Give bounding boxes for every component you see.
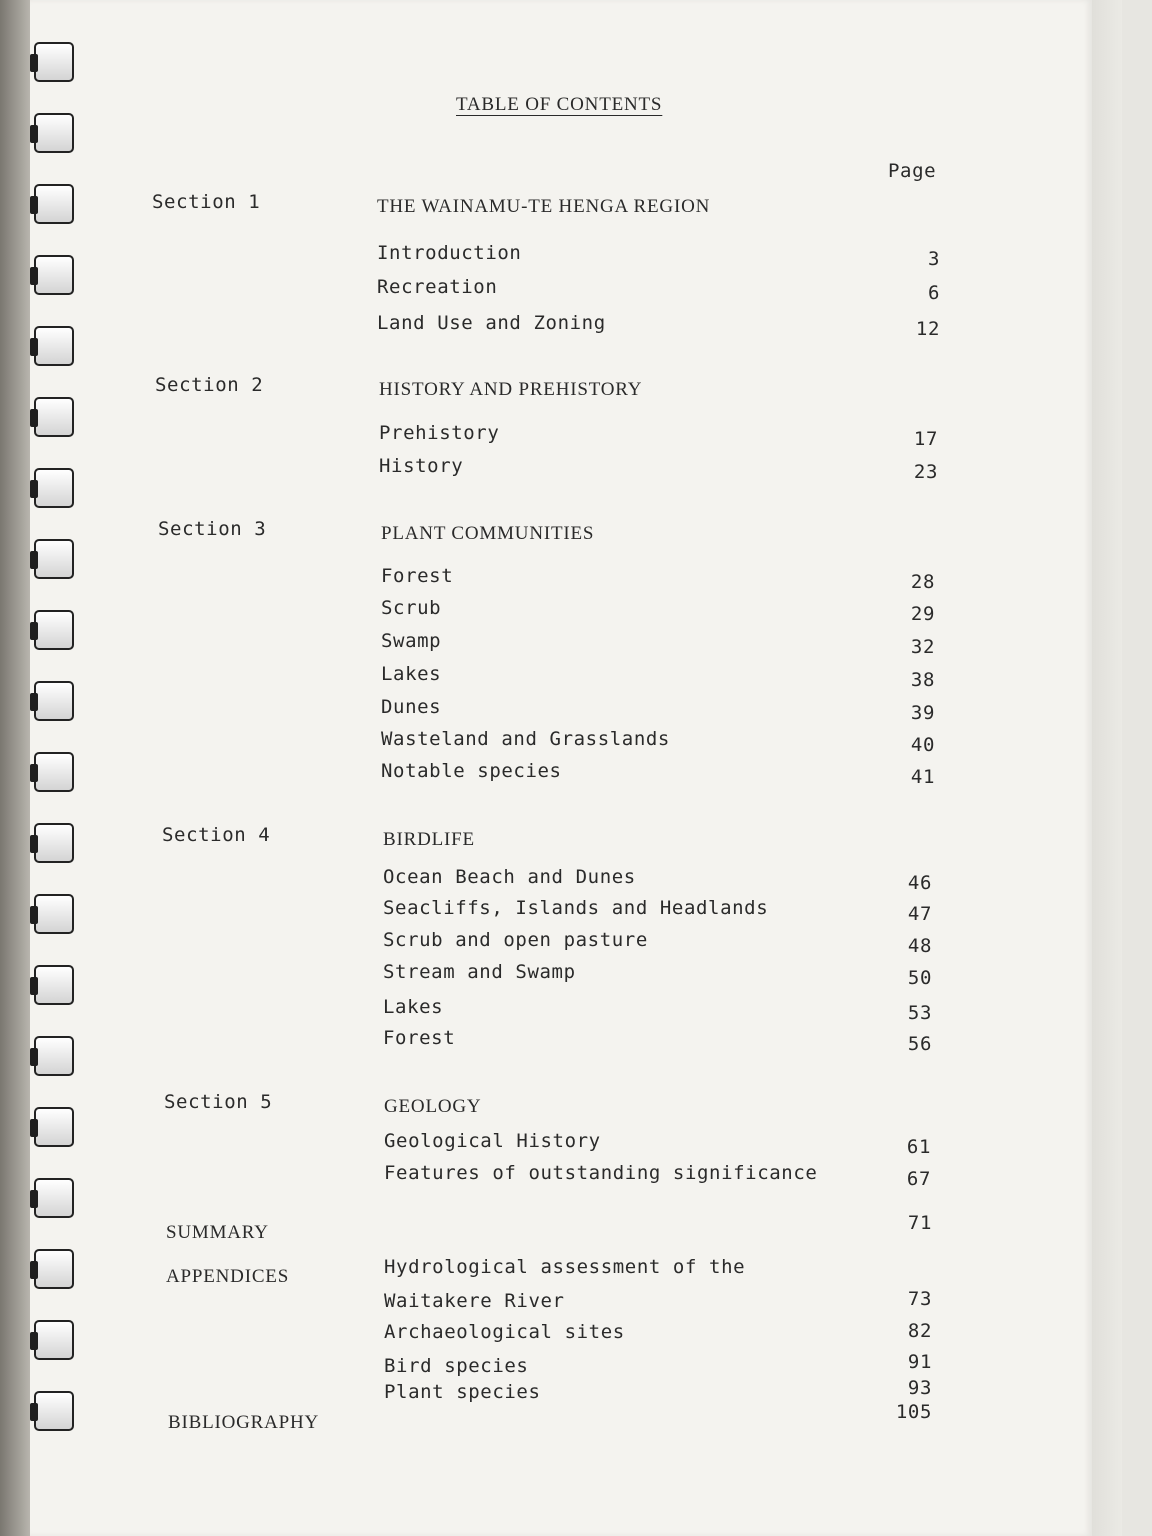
toc-entry-title: Scrub (381, 597, 442, 619)
binding-spine (0, 0, 30, 1536)
toc-entry-title: Lakes (383, 996, 444, 1018)
toc-entry-title: Swamp (381, 630, 442, 652)
binding-coil (34, 1249, 74, 1289)
binding-coil (34, 1178, 74, 1218)
toc-entry-title: Recreation (377, 276, 498, 298)
toc-entry-title: Land Use and Zoning (377, 312, 606, 334)
toc-entry-title: Prehistory (379, 422, 500, 444)
section-heading: THE WAINAMU-TE HENGA REGION (377, 196, 711, 217)
appendix-entry-title: Plant species (384, 1381, 541, 1403)
section-label: Section 1 (152, 191, 261, 213)
appendices-label: APPENDICES (166, 1266, 290, 1287)
toc-entry-title: Notable species (381, 760, 562, 782)
summary-label: SUMMARY (166, 1222, 269, 1243)
toc-entry-title: Wasteland and Grasslands (381, 728, 670, 750)
appendix-entry-title: Waitakere River (384, 1290, 565, 1312)
binding-coil (34, 752, 74, 792)
toc-entry-title: Introduction (377, 242, 522, 264)
toc-entry-page: 17 (913, 428, 938, 450)
toc-entry-page: 50 (907, 967, 932, 989)
toc-entry-page: 29 (910, 603, 935, 625)
section-heading: PLANT COMMUNITIES (381, 523, 595, 544)
toc-entry-title: Seacliffs, Islands and Headlands (383, 897, 769, 919)
page-title: TABLE OF CONTENTS (456, 94, 663, 115)
toc-entry-page: 67 (906, 1168, 931, 1190)
binding-coil (34, 184, 74, 224)
binding-coil (34, 42, 74, 82)
toc-entry-title: Stream and Swamp (383, 961, 576, 983)
bibliography-label: BIBLIOGRAPHY (168, 1412, 320, 1433)
toc-entry-page: 38 (910, 669, 935, 691)
binding-coil (34, 397, 74, 437)
toc-entry-page: 48 (907, 935, 932, 957)
binding-coil (34, 255, 74, 295)
toc-entry-page: 28 (910, 571, 935, 593)
bibliography-page: 105 (895, 1401, 932, 1423)
appendix-entry-page: 91 (907, 1351, 932, 1373)
toc-entry-title: Lakes (381, 663, 442, 685)
page-edge (1092, 0, 1122, 1536)
section-label: Section 4 (162, 824, 271, 846)
appendix-entry-page: 82 (907, 1320, 932, 1342)
binding-coil (34, 1391, 74, 1431)
binding-coil (34, 1107, 74, 1147)
toc-entry-page: 6 (927, 282, 940, 304)
appendix-entry-page: 73 (907, 1288, 932, 1310)
summary-page: 71 (907, 1212, 932, 1234)
binding-coil (34, 468, 74, 508)
appendix-entry-title: Archaeological sites (384, 1321, 625, 1343)
toc-entry-title: Scrub and open pasture (383, 929, 648, 951)
toc-entry-page: 47 (907, 903, 932, 925)
section-heading: BIRDLIFE (383, 829, 475, 850)
appendix-entry-page: 93 (907, 1377, 932, 1399)
toc-entry-title: History (379, 455, 464, 477)
toc-entry-title: Ocean Beach and Dunes (383, 866, 636, 888)
binding-coil (34, 326, 74, 366)
binding-coil (34, 894, 74, 934)
section-label: Section 2 (155, 374, 264, 396)
appendix-entry-title: Bird species (384, 1355, 529, 1377)
toc-entry-page: 39 (910, 702, 935, 724)
toc-entry-page: 3 (927, 248, 940, 270)
toc-entry-page: 23 (913, 461, 938, 483)
section-label: Section 5 (164, 1091, 273, 1113)
toc-entry-title: Features of outstanding significance (384, 1162, 818, 1184)
binding-coil (34, 1320, 74, 1360)
appendix-entry-title: Hydrological assessment of the (384, 1256, 746, 1278)
section-heading: HISTORY AND PREHISTORY (379, 379, 643, 400)
binding-coil (34, 1036, 74, 1076)
binding-coil (34, 681, 74, 721)
toc-entry-page: 46 (907, 872, 932, 894)
binding-coil (34, 965, 74, 1005)
binding-coil (34, 823, 74, 863)
page-column-header: Page (888, 160, 937, 182)
binding-coil (34, 113, 74, 153)
toc-entry-title: Dunes (381, 696, 442, 718)
toc-entry-page: 32 (910, 636, 935, 658)
toc-entry-page: 41 (910, 766, 935, 788)
binding-coil (34, 539, 74, 579)
section-heading: GEOLOGY (384, 1096, 482, 1117)
section-label: Section 3 (158, 518, 267, 540)
toc-entry-page: 61 (906, 1136, 931, 1158)
toc-entry-page: 12 (915, 318, 940, 340)
toc-entry-title: Forest (381, 565, 454, 587)
toc-entry-title: Geological History (384, 1130, 601, 1152)
toc-entry-page: 56 (907, 1033, 932, 1055)
toc-entry-page: 53 (907, 1002, 932, 1024)
toc-entry-title: Forest (383, 1027, 456, 1049)
binding-coil (34, 610, 74, 650)
toc-entry-page: 40 (910, 734, 935, 756)
